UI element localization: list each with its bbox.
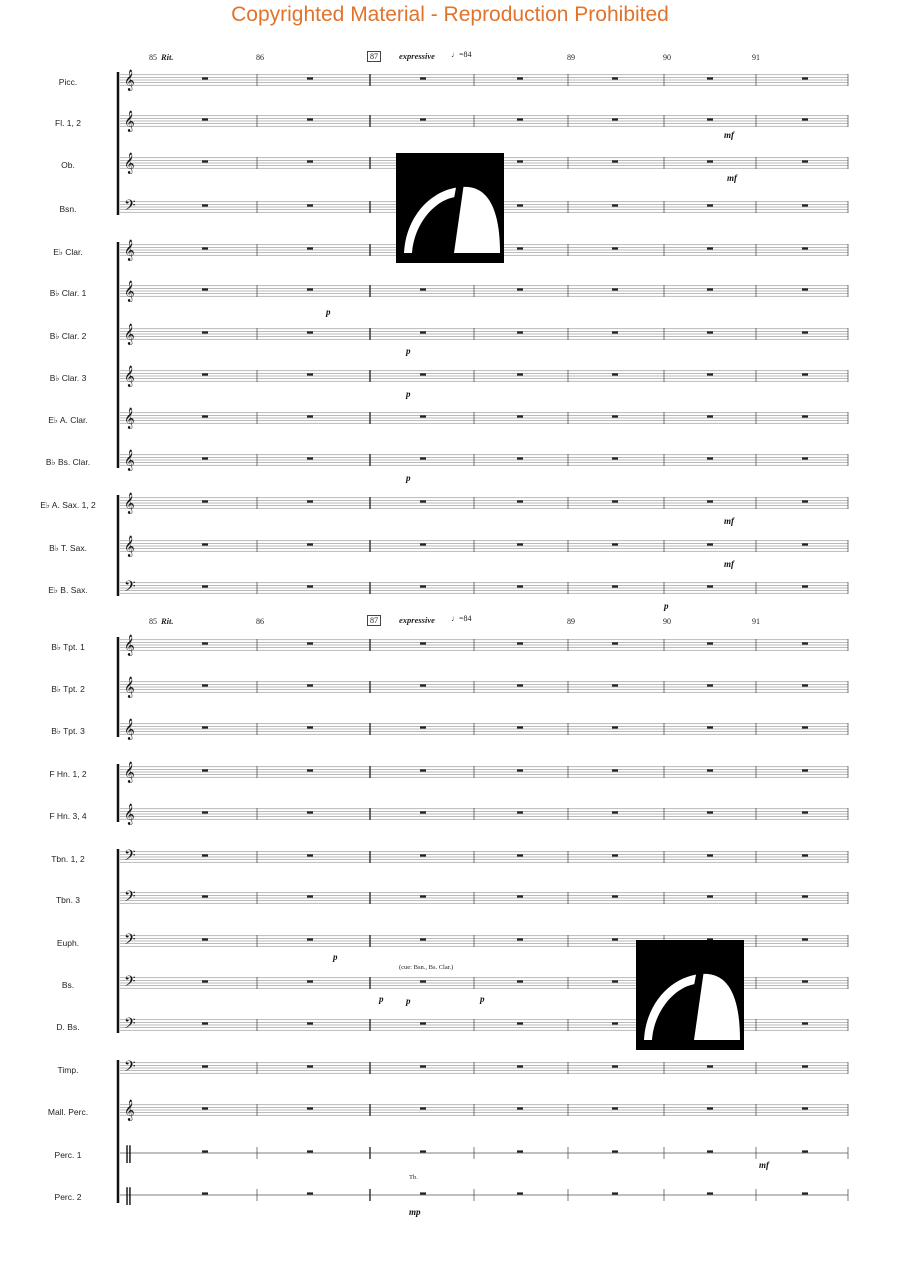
whole-rest	[202, 895, 208, 897]
whole-rest	[612, 684, 618, 686]
clef-symbol: 𝄞	[124, 536, 135, 557]
whole-rest	[420, 585, 426, 587]
whole-rest	[612, 247, 618, 249]
whole-rest	[802, 684, 808, 686]
whole-rest	[202, 684, 208, 686]
instrument-label-bb-clarinet-3: B♭ Clar. 3	[49, 373, 87, 383]
whole-rest	[517, 1192, 523, 1194]
whole-rest	[612, 1192, 618, 1194]
whole-rest	[802, 1150, 808, 1152]
whole-rest	[202, 500, 208, 502]
whole-rest	[420, 895, 426, 897]
whole-rest	[307, 457, 313, 459]
whole-rest	[517, 726, 523, 728]
whole-rest	[420, 980, 426, 982]
measure-number-86: 86	[256, 53, 264, 62]
whole-rest	[517, 204, 523, 206]
expressive-marking-s2: expressive	[399, 615, 435, 625]
clef-symbol: 𝄢	[124, 931, 136, 952]
whole-rest	[420, 811, 426, 813]
whole-rest	[517, 415, 523, 417]
whole-rest	[307, 288, 313, 290]
whole-rest	[612, 288, 618, 290]
dynamic-p-euphonium: p	[333, 952, 338, 962]
whole-rest	[202, 854, 208, 856]
instrument-label-trumpet-1: B♭ Tpt. 1	[51, 642, 85, 652]
whole-rest	[707, 642, 713, 644]
whole-rest	[420, 1150, 426, 1152]
instrument-label-trombone-1-2: Tbn. 1, 2	[51, 854, 85, 864]
instrument-label-bb-clarinet-2: B♭ Clar. 2	[49, 331, 87, 341]
whole-rest	[307, 118, 313, 120]
clef-symbol: 𝄞	[124, 281, 135, 302]
whole-rest	[802, 1192, 808, 1194]
dynamic-p-bass-clarinet: p	[406, 473, 411, 483]
whole-rest	[307, 415, 313, 417]
whole-rest	[202, 1192, 208, 1194]
whole-rest	[707, 247, 713, 249]
whole-rest	[517, 642, 523, 644]
whole-rest	[612, 769, 618, 771]
whole-rest	[612, 331, 618, 333]
whole-rest	[612, 204, 618, 206]
whole-rest	[612, 980, 618, 982]
measure-number-89-s2: 89	[567, 617, 575, 626]
instrument-label-euphonium: Euph.	[56, 938, 80, 948]
whole-rest	[307, 1192, 313, 1194]
instrument-label-percussion-2: Perc. 2	[54, 1192, 82, 1202]
whole-rest	[202, 1022, 208, 1024]
whole-rest	[612, 1150, 618, 1152]
whole-rest	[517, 500, 523, 502]
dynamic-mf-alto-sax: mf	[724, 516, 734, 526]
whole-rest	[612, 854, 618, 856]
whole-rest	[517, 1022, 523, 1024]
rit-marking-s2: Rit.	[161, 616, 174, 626]
whole-rest	[707, 160, 713, 162]
clef-symbol: 𝄢	[124, 1015, 136, 1036]
whole-rest	[707, 585, 713, 587]
clef-symbol: 𝄞	[124, 677, 135, 698]
whole-rest	[802, 160, 808, 162]
clef-symbol: 𝄢	[124, 973, 136, 994]
whole-rest	[707, 769, 713, 771]
dynamic-mf-percussion-1: mf	[759, 1160, 769, 1170]
whole-rest	[802, 811, 808, 813]
clef-symbol: 𝄞	[124, 804, 135, 825]
publisher-logo-icon-2	[636, 940, 744, 1050]
cue-annotation: (cue: Bsn., Bs. Clar.)	[399, 964, 454, 971]
whole-rest	[612, 415, 618, 417]
whole-rest	[202, 331, 208, 333]
whole-rest	[307, 1022, 313, 1024]
clef-symbol: 𝄞	[124, 366, 135, 387]
whole-rest	[517, 457, 523, 459]
whole-rest	[307, 811, 313, 813]
whole-rest	[420, 726, 426, 728]
measure-number-91: 91	[752, 53, 760, 62]
whole-rest	[307, 1150, 313, 1152]
whole-rest	[802, 854, 808, 856]
whole-rest	[707, 500, 713, 502]
publisher-logo-icon	[396, 153, 504, 263]
whole-rest	[202, 415, 208, 417]
whole-rest	[802, 415, 808, 417]
clef-symbol: ‖	[124, 1185, 133, 1206]
clef-symbol: 𝄢	[124, 1058, 136, 1079]
whole-rest	[802, 980, 808, 982]
whole-rest	[517, 543, 523, 545]
whole-rest	[420, 543, 426, 545]
clef-symbol: 𝄢	[124, 888, 136, 909]
dynamic-p-clarinet-2: p	[406, 346, 411, 356]
clef-symbol: 𝄞	[124, 324, 135, 345]
dynamic-p-bari-sax: p	[664, 601, 669, 611]
instrument-label-trumpet-2: B♭ Tpt. 2	[51, 684, 85, 694]
whole-rest	[802, 373, 808, 375]
whole-rest	[202, 247, 208, 249]
publisher-logo-watermark	[396, 153, 504, 263]
dynamic-p-clarinet-1: p	[326, 307, 331, 317]
whole-rest	[612, 160, 618, 162]
whole-rest	[707, 457, 713, 459]
rit-marking: Rit.	[161, 52, 174, 62]
whole-rest	[420, 938, 426, 940]
whole-rest	[420, 642, 426, 644]
measure-number-85: 85	[149, 53, 157, 62]
tempo-marking-s2: ♩=84	[451, 614, 472, 623]
measure-number-85-s2: 85	[149, 617, 157, 626]
whole-rest	[202, 543, 208, 545]
measure-number-91-s2: 91	[752, 617, 760, 626]
whole-rest	[420, 769, 426, 771]
expressive-marking: expressive	[399, 51, 435, 61]
whole-rest	[802, 895, 808, 897]
whole-rest	[517, 331, 523, 333]
whole-rest	[517, 811, 523, 813]
dynamic-p-clarinet-3: p	[406, 389, 411, 399]
whole-rest	[802, 77, 808, 79]
whole-rest	[517, 118, 523, 120]
whole-rest	[707, 118, 713, 120]
whole-rest	[202, 938, 208, 940]
whole-rest	[202, 585, 208, 587]
clef-symbol: 𝄞	[124, 450, 135, 471]
whole-rest	[307, 160, 313, 162]
whole-rest	[612, 811, 618, 813]
tambourine-annotation: Tb.	[409, 1174, 418, 1181]
whole-rest	[707, 543, 713, 545]
whole-rest	[802, 457, 808, 459]
whole-rest	[202, 1150, 208, 1152]
clef-symbol: 𝄞	[124, 153, 135, 174]
whole-rest	[612, 1065, 618, 1067]
instrument-label-bass: Bs.	[61, 980, 75, 990]
whole-rest	[420, 684, 426, 686]
whole-rest	[707, 684, 713, 686]
publisher-logo-watermark-2	[636, 940, 744, 1050]
whole-rest	[307, 642, 313, 644]
rehearsal-mark-87-s2: 87	[367, 615, 381, 626]
tempo-marking: ♩=84	[451, 50, 472, 59]
clef-symbol: 𝄢	[124, 197, 136, 218]
clef-symbol: 𝄞	[124, 635, 135, 656]
instrument-label-horn-1-2: F Hn. 1, 2	[49, 769, 87, 779]
whole-rest	[802, 118, 808, 120]
whole-rest	[420, 77, 426, 79]
whole-rest	[202, 373, 208, 375]
whole-rest	[307, 895, 313, 897]
whole-rest	[612, 938, 618, 940]
whole-rest	[612, 1107, 618, 1109]
whole-rest	[802, 1065, 808, 1067]
whole-rest	[802, 585, 808, 587]
whole-rest	[707, 331, 713, 333]
copyright-banner: Copyrighted Material - Reproduction Prohibited	[231, 3, 669, 26]
whole-rest	[202, 769, 208, 771]
dynamic-p-bass-measure-87: p	[379, 994, 384, 1004]
instrument-label-bass-clarinet: B♭ Bs. Clar.	[45, 457, 91, 467]
whole-rest	[420, 1022, 426, 1024]
whole-rest	[307, 331, 313, 333]
dynamic-p-bass-cue: p	[406, 996, 411, 1006]
clef-symbol: ‖	[124, 1143, 133, 1164]
measure-number-89: 89	[567, 53, 575, 62]
whole-rest	[420, 1192, 426, 1194]
whole-rest	[420, 457, 426, 459]
whole-rest	[202, 77, 208, 79]
clef-symbol: 𝄞	[124, 1100, 135, 1121]
whole-rest	[202, 457, 208, 459]
whole-rest	[202, 288, 208, 290]
whole-rest	[202, 726, 208, 728]
whole-rest	[517, 247, 523, 249]
whole-rest	[612, 373, 618, 375]
instrument-label-oboe: Ob.	[61, 160, 75, 170]
whole-rest	[517, 585, 523, 587]
whole-rest	[517, 77, 523, 79]
instrument-label-trombone-3: Tbn. 3	[55, 895, 81, 905]
whole-rest	[802, 288, 808, 290]
whole-rest	[517, 160, 523, 162]
whole-rest	[420, 288, 426, 290]
whole-rest	[517, 895, 523, 897]
instrument-label-horn-3-4: F Hn. 3, 4	[49, 811, 87, 821]
whole-rest	[307, 204, 313, 206]
whole-rest	[707, 415, 713, 417]
whole-rest	[307, 938, 313, 940]
instrument-label-trumpet-3: B♭ Tpt. 3	[51, 726, 85, 736]
whole-rest	[420, 331, 426, 333]
dynamic-mp-percussion-2: mp	[409, 1207, 421, 1217]
clef-symbol: 𝄞	[124, 408, 135, 429]
whole-rest	[802, 500, 808, 502]
whole-rest	[517, 854, 523, 856]
whole-rest	[202, 204, 208, 206]
whole-rest	[420, 854, 426, 856]
dynamic-p-bass-measure-88: p	[480, 994, 485, 1004]
whole-rest	[612, 500, 618, 502]
whole-rest	[517, 938, 523, 940]
whole-rest	[802, 642, 808, 644]
whole-rest	[612, 642, 618, 644]
whole-rest	[802, 543, 808, 545]
whole-rest	[202, 980, 208, 982]
whole-rest	[707, 288, 713, 290]
whole-rest	[202, 1107, 208, 1109]
whole-rest	[307, 585, 313, 587]
whole-rest	[802, 769, 808, 771]
whole-rest	[802, 331, 808, 333]
whole-rest	[707, 1107, 713, 1109]
whole-rest	[517, 1107, 523, 1109]
whole-rest	[612, 118, 618, 120]
whole-rest	[307, 769, 313, 771]
whole-rest	[707, 373, 713, 375]
instrument-label-piccolo: Picc.	[58, 77, 78, 87]
whole-rest	[307, 247, 313, 249]
rehearsal-mark-87: 87	[367, 51, 381, 62]
instrument-label-alto-sax: E♭ A. Sax. 1, 2	[40, 500, 96, 510]
whole-rest	[307, 543, 313, 545]
measure-number-90-s2: 90	[663, 617, 671, 626]
instrument-label-bb-clarinet-1: B♭ Clar. 1	[49, 288, 87, 298]
whole-rest	[707, 1192, 713, 1194]
instrument-label-eb-clarinet: E♭ Clar.	[53, 247, 83, 257]
whole-rest	[707, 1150, 713, 1152]
whole-rest	[307, 1107, 313, 1109]
instrument-label-alto-clarinet: E♭ A. Clar.	[48, 415, 88, 425]
whole-rest	[202, 118, 208, 120]
whole-rest	[307, 77, 313, 79]
whole-rest	[802, 726, 808, 728]
whole-rest	[707, 895, 713, 897]
whole-rest	[707, 854, 713, 856]
whole-rest	[612, 543, 618, 545]
clef-symbol: 𝄞	[124, 719, 135, 740]
instrument-label-double-bass: D. Bs.	[56, 1022, 80, 1032]
whole-rest	[307, 1065, 313, 1067]
whole-rest	[517, 769, 523, 771]
dynamic-mf-oboe: mf	[727, 173, 737, 183]
whole-rest	[517, 1065, 523, 1067]
whole-rest	[612, 585, 618, 587]
whole-rest	[517, 1150, 523, 1152]
dynamic-mf-tenor-sax: mf	[724, 559, 734, 569]
whole-rest	[307, 373, 313, 375]
clef-symbol: 𝄞	[124, 493, 135, 514]
clef-symbol: 𝄞	[124, 70, 135, 91]
instrument-label-bassoon: Bsn.	[59, 204, 77, 214]
whole-rest	[612, 726, 618, 728]
clef-symbol: 𝄞	[124, 762, 135, 783]
whole-rest	[517, 373, 523, 375]
whole-rest	[517, 684, 523, 686]
whole-rest	[202, 1065, 208, 1067]
dynamic-mf-flute: mf	[724, 130, 734, 140]
whole-rest	[707, 811, 713, 813]
clef-symbol: 𝄢	[124, 847, 136, 868]
whole-rest	[202, 811, 208, 813]
whole-rest	[517, 980, 523, 982]
whole-rest	[420, 118, 426, 120]
whole-rest	[707, 77, 713, 79]
whole-rest	[202, 160, 208, 162]
whole-rest	[802, 1107, 808, 1109]
instrument-label-mallet-percussion: Mall. Perc.	[47, 1107, 89, 1117]
whole-rest	[420, 1107, 426, 1109]
whole-rest	[307, 684, 313, 686]
instrument-label-tenor-sax: B♭ T. Sax.	[49, 543, 87, 553]
whole-rest	[802, 938, 808, 940]
whole-rest	[612, 895, 618, 897]
clef-symbol: 𝄞	[124, 240, 135, 261]
whole-rest	[707, 726, 713, 728]
instrument-label-bari-sax: E♭ B. Sax.	[48, 585, 88, 595]
instrument-label-flute: Fl. 1, 2	[55, 118, 81, 128]
whole-rest	[802, 204, 808, 206]
whole-rest	[420, 373, 426, 375]
whole-rest	[420, 500, 426, 502]
whole-rest	[307, 980, 313, 982]
whole-rest	[612, 457, 618, 459]
whole-rest	[612, 77, 618, 79]
whole-rest	[420, 1065, 426, 1067]
whole-rest	[202, 642, 208, 644]
clef-symbol: 𝄢	[124, 578, 136, 599]
whole-rest	[307, 854, 313, 856]
whole-rest	[612, 1022, 618, 1024]
whole-rest	[707, 1065, 713, 1067]
whole-rest	[707, 204, 713, 206]
whole-rest	[802, 1022, 808, 1024]
measure-number-90: 90	[663, 53, 671, 62]
instrument-label-percussion-1: Perc. 1	[54, 1150, 82, 1160]
whole-rest	[802, 247, 808, 249]
clef-symbol: 𝄞	[124, 111, 135, 132]
whole-rest	[307, 500, 313, 502]
whole-rest	[517, 288, 523, 290]
measure-number-86-s2: 86	[256, 617, 264, 626]
whole-rest	[307, 726, 313, 728]
whole-rest	[420, 415, 426, 417]
instrument-label-timpani: Timp.	[57, 1065, 79, 1075]
